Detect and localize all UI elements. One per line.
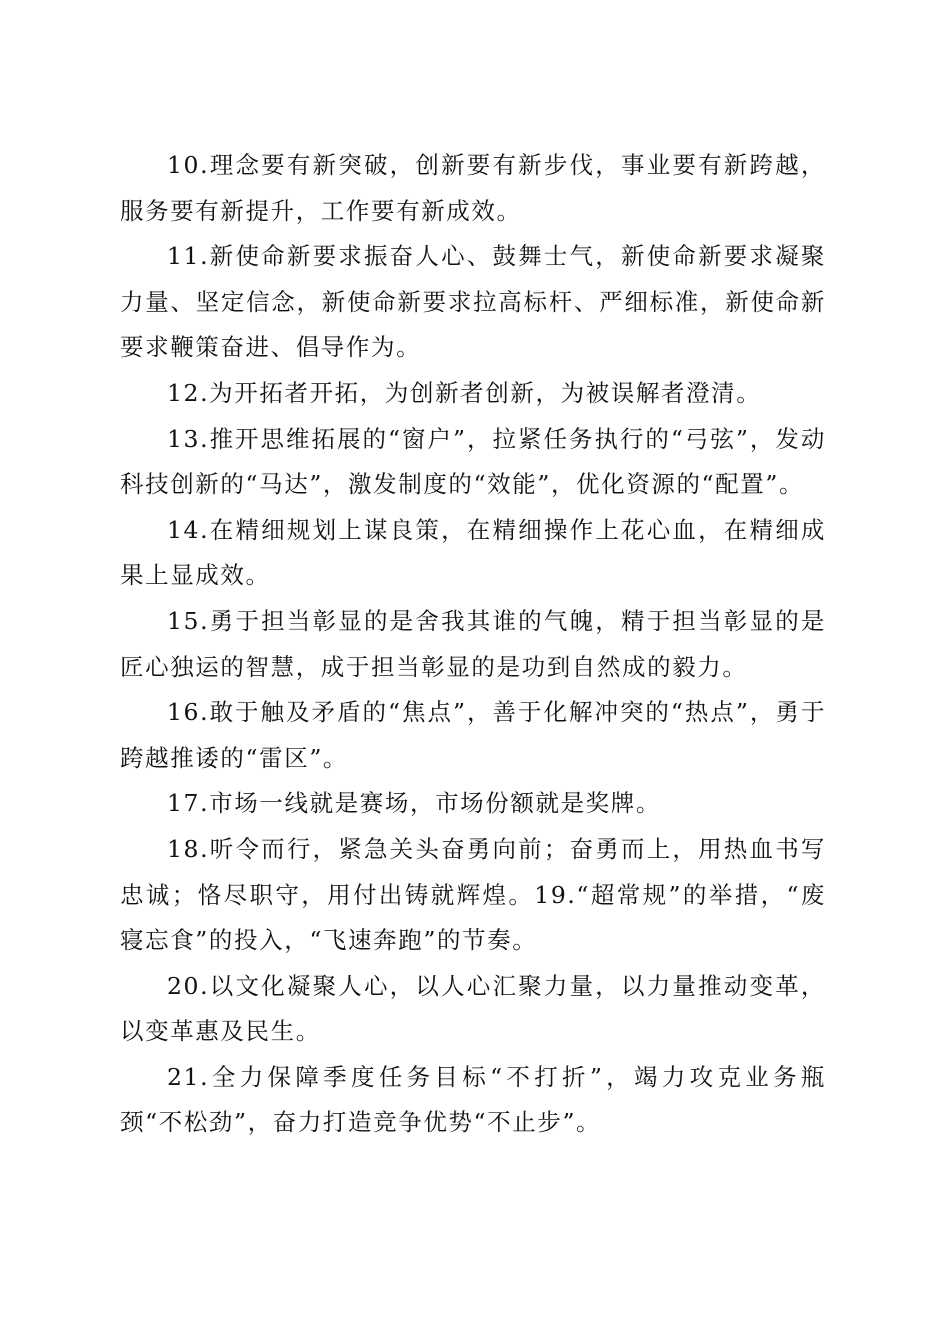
paragraph-15: 15.勇于担当彰显的是舍我其谁的气魄，精于担当彰显的是匠心独运的智慧，成于担当彰显的是功到自然成的毅力。 — [120, 606, 826, 681]
paragraph-16: 16.敢于触及矛盾的“焦点”，善于化解冲突的“热点”，勇于跨越推诿的“雷区”。 — [120, 698, 826, 772]
paragraph-18-19: 18.听令而行，紧急关头奋勇向前；奋勇而上，用热血书写忠诚；恪尽职守，用付出铸就辉煌。19.“超常规”的举措，“废寝忘食”的投入，“飞速奔跑”的节奏。 — [120, 834, 826, 955]
paragraph-13: 13.推开思维拓展的“窗户”，拉紧任务执行的“弓弦”，发动科技创新的“马达”，激发制度的“效能”，优化资源的“配置”。 — [120, 424, 826, 499]
paragraph-10: 10.理念要有新突破，创新要有新步伐，事业要有新跨越，服务要有新提升，工作要有新成效。 — [120, 151, 826, 225]
paragraph-21: 21.全力保障季度任务目标“不打折”，竭力攻克业务瓶颈“不松劲”，奋力打造竞争优势“不止步”。 — [120, 1062, 826, 1137]
paragraph-12: 12.为开拓者开拓，为创新者创新，为被误解者澄清。 — [167, 378, 762, 407]
paragraph-17: 17.市场一线就是赛场，市场份额就是奖牌。 — [167, 789, 661, 818]
paragraph-11: 11.新使命新要求振奋人心、鼓舞士气，新使命新要求凝聚力量、坚定信念，新使命新要求拉高标杆、严细标准，新使命新要求鞭策奋进、倡导作为。 — [120, 242, 826, 362]
document-body — [120, 143, 826, 1146]
paragraph-20: 20.以文化凝聚人心，以人心汇聚力量，以力量推动变革，以变革惠及民生。 — [120, 971, 826, 1046]
paragraph-14: 14.在精细规划上谋良策，在精细操作上花心血，在精细成果上显成效。 — [120, 515, 826, 590]
